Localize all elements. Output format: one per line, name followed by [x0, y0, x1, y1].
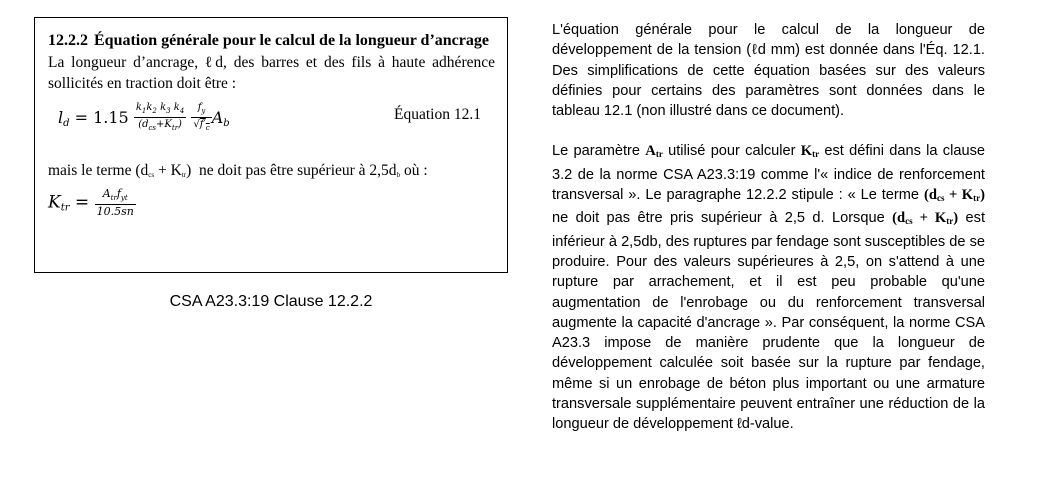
clause-title: Équation générale pour le calcul de la longueur d’ancrage: [94, 32, 489, 49]
equation-ktr: [48, 186, 495, 226]
symbol-ktr-main: K: [800, 143, 813, 160]
equation-12-1: [48, 96, 495, 140]
ktr-formula: $K_{tr}$ = $\frac{A_{tr}f_{yt}}{10.5sn}$: [48, 187, 134, 219]
figure-caption: CSA A23.3:19 Clause 12.2.2: [169, 293, 373, 310]
code-clause-box: [34, 17, 508, 273]
paragraph-2: [552, 141, 985, 434]
clause-intro: La longueur d’ancrage, ℓd, des barres et des fils à haute adhérence sollicités en traction doit être :: [48, 54, 495, 92]
p2-text-b: utilisé pour calculer: [662, 143, 801, 160]
symbol-ktr: [801, 143, 819, 159]
paragraph-1: L'équation générale pour le calcul de la longueur de développement de la tension (ℓd mm) est donnée dans l'Éq. 12.1. Des simplifications de cette équation basées sur des valeurs définies pour certains des paramètres sont données dans le tableau 12.1 (non illustré dans ce document).: [552, 22, 985, 120]
explanation-text: [552, 20, 985, 435]
p2-text-a: Le paramètre: [552, 143, 646, 160]
symbol-atr-sub: tr: [655, 149, 663, 160]
development-length-formula: $l_d = 1.15$ $\frac{k_1k_2 k_3 k_4}{(d_{cs}+K_{tr})}$ $\frac{f_y}{√f'_c}$ $A_b$: [58, 102, 230, 132]
term-dcs-ktr: (dcs + Ktr): [923, 187, 985, 204]
p2-text-d: ne doit pas être pris supérieur à 2,5 d. Lorsque: [552, 210, 893, 227]
symbol-ktr-sub: tr: [812, 149, 820, 160]
clause-condition: mais le terme (dcs + Ktr) ne doit pas être supérieur à 2,5db où :: [48, 162, 428, 179]
p2-text-c: est défini dans la clause 3.2 de la norme CSA A23.3:19 comme l'« indice de renforcement transversal ». Le paragraphe 12.2.2 stipule : « Le terme: [552, 143, 985, 204]
clause-heading: [48, 30, 495, 52]
symbol-atr-main: A: [645, 143, 656, 160]
symbol-atr: [645, 143, 663, 159]
p2-text-e: est inférieur à 2,5db, des ruptures par fendage sont susceptibles de se produire. Pour des valeurs supérieures à 2,5, on s'attend à une rupture par arrachement, et il est peu probable qu'une augmentation de l'enrobage ou du renforcement transversal augmente la capacité d'ancrage ». Par conséquent, la norme CSA A23.3 impose de manière prudente que la longueur de développement calculée soit basée sur la rupture par fendage, même si un enrobage de béton plus important ou une armature transversale supplémentaire peuvent entraîner une réduction de la longueur de développement ℓd-value.: [552, 210, 985, 433]
equation-label: Équation 12.1: [394, 106, 481, 123]
clause-number: 12.2.2: [48, 32, 88, 49]
term-dcs-ktr-2: (dcs + Ktr): [892, 210, 959, 227]
